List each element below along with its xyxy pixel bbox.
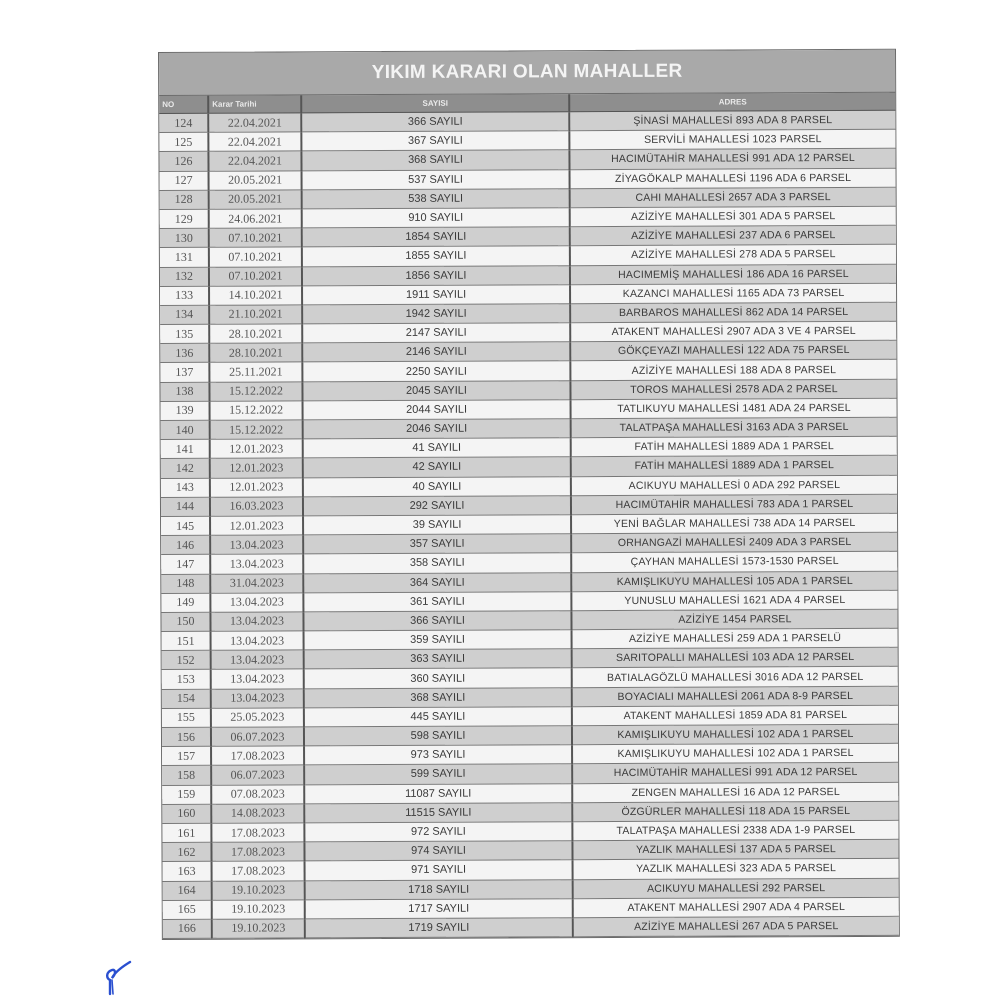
cell-number: 1856 SAYILI: [302, 265, 570, 285]
cell-date: 28.10.2021: [209, 343, 302, 363]
cell-no: 149: [161, 593, 210, 612]
cell-no: 156: [162, 727, 211, 746]
cell-no: 135: [160, 324, 209, 343]
cell-no: 133: [160, 286, 209, 305]
cell-date: 22.04.2021: [208, 113, 301, 133]
cell-no: 148: [161, 574, 210, 593]
cell-date: 15.12.2022: [210, 420, 303, 440]
cell-number: 1719 SAYILI: [305, 918, 573, 938]
cell-number: 971 SAYILI: [305, 860, 573, 880]
cell-address: ÖZGÜRLER MAHALLESİ 118 ADA 15 PARSEL: [572, 801, 898, 822]
cell-no: 145: [161, 516, 210, 535]
cell-address: BOYACIALI MAHALLESİ 2061 ADA 8-9 PARSEL: [572, 686, 898, 707]
cell-date: 22.04.2021: [208, 132, 301, 152]
cell-no: 141: [161, 439, 210, 458]
cell-no: 164: [163, 881, 212, 900]
cell-address: AZİZİYE MAHALLESİ 267 ADA 5 PARSEL: [573, 916, 899, 937]
cell-date: 13.04.2023: [210, 554, 303, 574]
cell-address: ACIKUYU MAHALLESİ 292 PARSEL: [573, 878, 899, 899]
cell-number: 357 SAYILI: [303, 534, 571, 554]
cell-no: 147: [161, 555, 210, 574]
cell-date: 12.01.2023: [210, 477, 303, 497]
cell-number: 2146 SAYILI: [302, 342, 570, 362]
table-row: [163, 916, 899, 938]
cell-no: 155: [162, 708, 211, 727]
cell-date: 12.01.2023: [210, 439, 303, 459]
cell-number: 2045 SAYILI: [302, 380, 570, 400]
cell-no: 131: [160, 248, 209, 267]
cell-number: 2046 SAYILI: [303, 419, 571, 439]
cell-address: HACIMEMİŞ MAHALLESİ 186 ADA 16 PARSEL: [570, 264, 896, 285]
cell-number: 910 SAYILI: [302, 208, 570, 228]
cell-number: 40 SAYILI: [303, 476, 571, 496]
cell-number: 445 SAYILI: [304, 707, 572, 727]
cell-address: ZENGEN MAHALLESİ 16 ADA 12 PARSEL: [572, 782, 898, 803]
cell-date: 13.04.2023: [211, 650, 304, 670]
cell-number: 364 SAYILI: [303, 572, 571, 592]
cell-no: 150: [161, 612, 210, 631]
cell-number: 41 SAYILI: [303, 438, 571, 458]
cell-no: 139: [161, 401, 210, 420]
cell-number: 11515 SAYILI: [304, 802, 572, 822]
cell-address: ATAKENT MAHALLESİ 2907 ADA 3 VE 4 PARSEL: [570, 321, 896, 342]
cell-date: 19.10.2023: [212, 919, 305, 939]
cell-address: YAZLIK MAHALLESİ 323 ADA 5 PARSEL: [573, 859, 899, 880]
cell-number: 292 SAYILI: [303, 495, 571, 515]
cell-number: 367 SAYILI: [301, 131, 569, 151]
cell-date: 31.04.2023: [210, 573, 303, 593]
cell-number: 598 SAYILI: [304, 726, 572, 746]
cell-address: ATAKENT MAHALLESİ 1859 ADA 81 PARSEL: [572, 705, 898, 726]
cell-date: 07.10.2021: [209, 247, 302, 267]
cell-no: 158: [162, 766, 211, 785]
table-body: [159, 110, 899, 938]
cell-address: CAHI MAHALLESİ 2657 ADA 3 PARSEL: [570, 187, 896, 208]
cell-date: 28.10.2021: [209, 324, 302, 344]
cell-number: 1718 SAYILI: [305, 879, 573, 899]
cell-date: 07.10.2021: [209, 266, 302, 286]
cell-address: TALATPAŞA MAHALLESİ 3163 ADA 3 PARSEL: [571, 417, 897, 438]
cell-date: 13.04.2023: [210, 612, 303, 632]
cell-no: 166: [163, 919, 212, 938]
cell-no: 162: [162, 842, 211, 861]
cell-address: YENİ BAĞLAR MAHALLESİ 738 ADA 14 PARSEL: [571, 513, 897, 534]
cell-no: 126: [159, 152, 208, 171]
cell-number: 2044 SAYILI: [303, 400, 571, 420]
cell-address: TALATPAŞA MAHALLESİ 2338 ADA 1-9 PARSEL: [572, 820, 898, 841]
column-header-address: ADRES: [569, 93, 895, 112]
cell-address: ŞİNASİ MAHALLESİ 893 ADA 8 PARSEL: [569, 110, 895, 131]
cell-number: 973 SAYILI: [304, 745, 572, 765]
column-header-no: NO: [159, 96, 208, 114]
cell-no: 140: [161, 420, 210, 439]
cell-date: 13.04.2023: [211, 631, 304, 651]
cell-no: 129: [160, 209, 209, 228]
cell-no: 134: [160, 305, 209, 324]
cell-no: 144: [161, 497, 210, 516]
cell-address: KAZANCI MAHALLESİ 1165 ADA 73 PARSEL: [570, 283, 896, 304]
cell-address: TATLIKUYU MAHALLESİ 1481 ADA 24 PARSEL: [571, 398, 897, 419]
cell-no: 159: [162, 785, 211, 804]
cell-date: 20.05.2021: [209, 190, 302, 210]
cell-address: FATİH MAHALLESİ 1889 ADA 1 PARSEL: [571, 456, 897, 477]
cell-address: SERVİLİ MAHALLESİ 1023 PARSEL: [569, 129, 895, 150]
cell-no: 128: [160, 190, 209, 209]
cell-address: YAZLIK MAHALLESİ 137 ADA 5 PARSEL: [572, 839, 898, 860]
cell-no: 165: [163, 900, 212, 919]
cell-address: AZİZİYE MAHALLESİ 237 ADA 6 PARSEL: [570, 225, 896, 246]
cell-number: 363 SAYILI: [304, 649, 572, 669]
cell-date: 13.04.2023: [211, 669, 304, 689]
cell-address: HACIMÜTAHİR MAHALLESİ 991 ADA 12 PARSEL: [569, 149, 895, 170]
cell-address: KAMIŞLIKUYU MAHALLESİ 105 ADA 1 PARSEL: [571, 571, 897, 592]
cell-no: 154: [162, 689, 211, 708]
cell-no: 125: [159, 132, 208, 151]
cell-address: FATİH MAHALLESİ 1889 ADA 1 PARSEL: [571, 436, 897, 457]
cell-number: 1717 SAYILI: [305, 898, 573, 918]
cell-number: 1911 SAYILI: [302, 284, 570, 304]
cell-date: 14.08.2023: [211, 804, 304, 824]
column-header-date: Karar Tarihi: [208, 95, 301, 113]
cell-number: 360 SAYILI: [304, 668, 572, 688]
cell-number: 972 SAYILI: [304, 822, 572, 842]
cell-date: 17.08.2023: [212, 861, 305, 881]
cell-no: 130: [160, 228, 209, 247]
cell-date: 19.10.2023: [212, 880, 305, 900]
cell-address: GÖKÇEYAZI MAHALLESİ 122 ADA 75 PARSEL: [570, 341, 896, 362]
cell-date: 13.04.2023: [210, 593, 303, 613]
cell-no: 142: [161, 459, 210, 478]
cell-date: 13.04.2023: [211, 688, 304, 708]
cell-no: 137: [160, 363, 209, 382]
cell-no: 157: [162, 746, 211, 765]
cell-number: 39 SAYILI: [303, 515, 571, 535]
cell-address: HACIMÜTAHİR MAHALLESİ 783 ADA 1 PARSEL: [571, 494, 897, 515]
cell-date: 19.10.2023: [212, 900, 305, 920]
cell-address: AZİZİYE MAHALLESİ 188 ADA 8 PARSEL: [570, 360, 896, 381]
cell-number: 361 SAYILI: [303, 591, 571, 611]
cell-address: BATIALAGÖZLÜ MAHALLESİ 3016 ADA 12 PARSEL: [572, 667, 898, 688]
cell-date: 07.10.2021: [209, 228, 302, 248]
cell-address: BARBAROS MAHALLESİ 862 ADA 14 PARSEL: [570, 302, 896, 323]
cell-no: 161: [162, 823, 211, 842]
cell-no: 146: [161, 535, 210, 554]
table-title: YIKIM KARARI OLAN MAHALLER: [159, 50, 895, 96]
cell-no: 153: [162, 670, 211, 689]
cell-address: AZİZİYE MAHALLESİ 278 ADA 5 PARSEL: [570, 245, 896, 266]
cell-date: 12.01.2023: [210, 458, 303, 478]
cell-number: 1854 SAYILI: [302, 227, 570, 247]
cell-number: 368 SAYILI: [304, 687, 572, 707]
cell-address: ACIKUYU MAHALLESİ 0 ADA 292 PARSEL: [571, 475, 897, 496]
cell-number: 974 SAYILI: [304, 841, 572, 861]
cell-no: 127: [160, 171, 209, 190]
cell-no: 136: [160, 344, 209, 363]
cell-number: 42 SAYILI: [303, 457, 571, 477]
cell-date: 06.07.2023: [211, 727, 304, 747]
cell-date: 25.11.2021: [209, 362, 302, 382]
column-header-number: SAYISI: [301, 94, 569, 113]
cell-number: 599 SAYILI: [304, 764, 572, 784]
cell-number: 368 SAYILI: [301, 150, 569, 170]
cell-address: ÇAYHAN MAHALLESİ 1573-1530 PARSEL: [571, 552, 897, 573]
cell-number: 537 SAYILI: [302, 169, 570, 189]
cell-address: KAMIŞLIKUYU MAHALLESİ 102 ADA 1 PARSEL: [572, 743, 898, 764]
cell-number: 2147 SAYILI: [302, 323, 570, 343]
cell-address: KAMIŞLIKUYU MAHALLESİ 102 ADA 1 PARSEL: [572, 724, 898, 745]
cell-date: 24.06.2021: [209, 209, 302, 229]
cell-number: 538 SAYILI: [302, 188, 570, 208]
cell-number: 358 SAYILI: [303, 553, 571, 573]
cell-date: 17.08.2023: [211, 823, 304, 843]
cell-address: YUNUSLU MAHALLESİ 1621 ADA 4 PARSEL: [571, 590, 897, 611]
demolition-decisions-table-sheet: [158, 49, 900, 940]
cell-number: 1942 SAYILI: [302, 304, 570, 324]
cell-date: 25.05.2023: [211, 708, 304, 728]
cell-number: 2250 SAYILI: [302, 361, 570, 381]
cell-number: 359 SAYILI: [304, 630, 572, 650]
cell-date: 14.10.2021: [209, 286, 302, 306]
cell-no: 163: [163, 862, 212, 881]
signature-mark-icon: [100, 958, 140, 998]
cell-address: TOROS MAHALLESİ 2578 ADA 2 PARSEL: [570, 379, 896, 400]
cell-date: 21.10.2021: [209, 305, 302, 325]
cell-date: 06.07.2023: [211, 765, 304, 785]
cell-address: ZİYAGÖKALP MAHALLESİ 1196 ADA 6 PARSEL: [570, 168, 896, 189]
cell-no: 152: [162, 651, 211, 670]
cell-date: 13.04.2023: [210, 535, 303, 555]
cell-address: AZİZİYE MAHALLESİ 301 ADA 5 PARSEL: [570, 206, 896, 227]
cell-number: 11087 SAYILI: [304, 783, 572, 803]
cell-date: 22.04.2021: [208, 151, 301, 171]
cell-no: 132: [160, 267, 209, 286]
cell-address: ORHANGAZİ MAHALLESİ 2409 ADA 3 PARSEL: [571, 532, 897, 553]
cell-date: 12.01.2023: [210, 516, 303, 536]
cell-address: AZİZİYE 1454 PARSEL: [571, 609, 897, 630]
cell-number: 1855 SAYILI: [302, 246, 570, 266]
cell-address: SARITOPALLI MAHALLESİ 103 ADA 12 PARSEL: [572, 648, 898, 669]
cell-date: 17.08.2023: [211, 842, 304, 862]
cell-no: 143: [161, 478, 210, 497]
cell-number: 366 SAYILI: [303, 611, 571, 631]
cell-date: 15.12.2022: [210, 401, 303, 421]
cell-date: 17.08.2023: [211, 746, 304, 766]
cell-no: 138: [160, 382, 209, 401]
cell-address: AZİZİYE MAHALLESİ 259 ADA 1 PARSELÜ: [572, 628, 898, 649]
cell-date: 15.12.2022: [209, 381, 302, 401]
cell-number: 366 SAYILI: [301, 112, 569, 132]
cell-no: 151: [162, 631, 211, 650]
cell-date: 20.05.2021: [209, 170, 302, 190]
decisions-table: [159, 93, 899, 939]
cell-address: ATAKENT MAHALLESİ 2907 ADA 4 PARSEL: [573, 897, 899, 918]
cell-date: 07.08.2023: [211, 784, 304, 804]
cell-address: HACIMÜTAHİR MAHALLESİ 991 ADA 12 PARSEL: [572, 763, 898, 784]
cell-no: 124: [159, 113, 208, 132]
cell-no: 160: [162, 804, 211, 823]
cell-date: 16.03.2023: [210, 497, 303, 517]
